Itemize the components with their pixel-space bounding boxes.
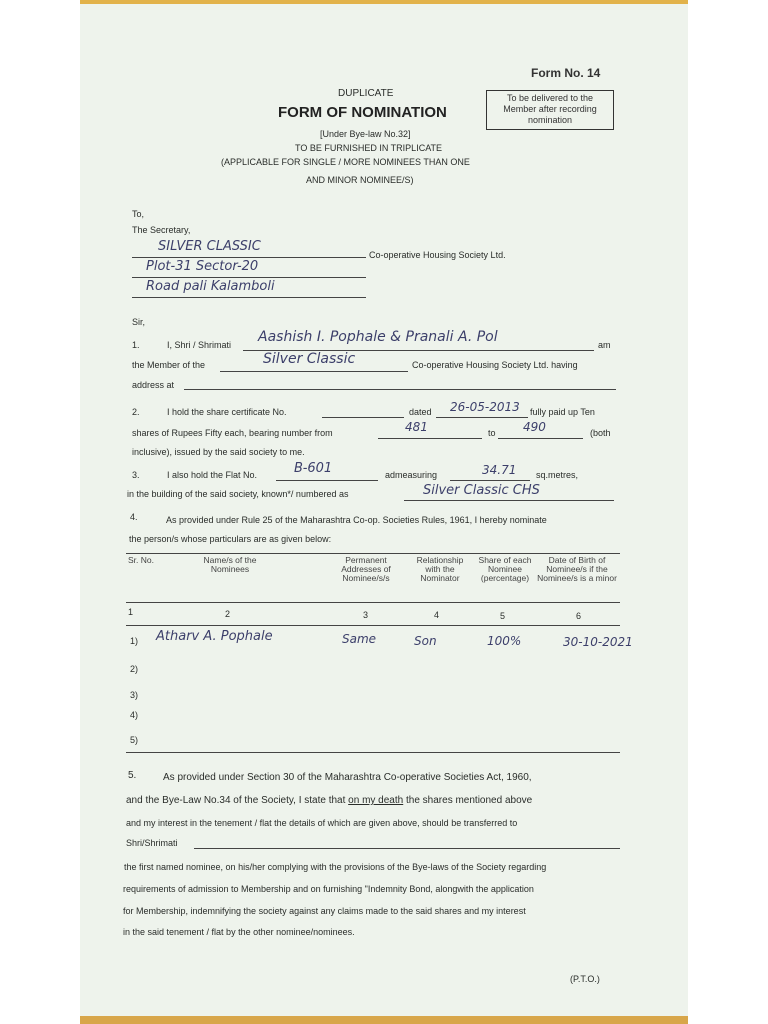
para1-address-at: address at xyxy=(132,380,175,390)
para2-inclusive: inclusive), issued by the said society to me. xyxy=(132,447,305,457)
para1-prefix: I, Shri / Shrimati xyxy=(167,340,232,350)
form-title: FORM OF NOMINATION xyxy=(278,104,447,121)
th-dob: Date of Birth of Nominee/s if the Nominee/s is a minor xyxy=(537,555,617,583)
row-sr: 1) xyxy=(130,636,139,646)
para1-am: am xyxy=(598,340,611,350)
on-my-death: on my death xyxy=(348,795,404,806)
minor-note: AND MINOR NOMINEE/S) xyxy=(306,175,414,185)
hw-nominee-name: Atharv A. Pophale xyxy=(156,629,273,644)
col-num-4: 4 xyxy=(434,610,440,620)
para1-number: 1. xyxy=(132,340,140,350)
para1-member-of: the Member of the xyxy=(132,360,206,370)
para5-line6: requirements of admission to Membership and on furnishing "Indemnity Bond, alongwith the application xyxy=(123,884,534,894)
hw-nominee-address: Same xyxy=(342,632,377,646)
hw-building-name: Silver Classic CHS xyxy=(423,483,540,498)
row-sr: 2) xyxy=(130,664,139,674)
hw-nominee-dob: 30-10-2021 xyxy=(563,635,633,649)
duplicate-label: DUPLICATE xyxy=(338,88,394,99)
para3-number: 3. xyxy=(132,470,140,480)
para4-text2: the person/s whose particulars are as given below: xyxy=(129,534,332,544)
hw-share-to: 490 xyxy=(523,420,546,434)
para5-line8: in the said tenement / flat by the other nominee/nominees. xyxy=(123,927,355,937)
bottom-edge xyxy=(80,1016,688,1024)
hw-share-from: 481 xyxy=(405,420,428,434)
hw-plot: Plot-31 Sector-20 xyxy=(146,259,259,274)
para2-dated: dated xyxy=(409,407,432,417)
para5-line4: Shri/Shrimati xyxy=(126,838,178,848)
row-sr: 3) xyxy=(130,690,139,700)
hw-share-date: 26-05-2013 xyxy=(450,400,520,414)
delivery-note-box xyxy=(486,90,614,130)
para3-admeasuring: admeasuring xyxy=(385,470,438,480)
para2-to: to xyxy=(488,428,496,438)
row-sr: 5) xyxy=(130,735,139,745)
right-background xyxy=(688,0,768,1024)
th-share: Share of each Nominee (percentage) xyxy=(478,555,532,583)
para2-fully-paid: fully paid up Ten xyxy=(530,407,595,417)
hw-society-name: SILVER CLASSIC xyxy=(158,239,261,254)
para5-line1: As provided under Section 30 of the Maharashtra Co-operative Societies Act, 1960, xyxy=(163,772,532,783)
col-num-6: 6 xyxy=(576,611,582,621)
hw-flat-number: B-601 xyxy=(294,461,333,476)
para5-line5: the first named nominee, on his/her complying with the provisions of the Bye-laws of the Society regarding xyxy=(124,862,547,872)
para4-text1: As provided under Rule 25 of the Maharashtra Co-op. Societies Rules, 1961, I hereby nominate xyxy=(166,515,547,525)
to-label: To, xyxy=(132,209,145,219)
secretary-label: The Secretary, xyxy=(132,225,191,235)
form-number: Form No. 14 xyxy=(531,66,601,80)
col-num-3: 3 xyxy=(363,610,369,620)
para3-sqm: sq.metres, xyxy=(536,470,579,480)
hw-nominee-relationship: Son xyxy=(414,634,437,648)
society-suffix: Co-operative Housing Society Ltd. xyxy=(369,250,506,260)
th-sr-no: Sr. No. xyxy=(128,555,154,565)
hw-member-society: Silver Classic xyxy=(263,351,356,367)
nomination-form-page xyxy=(80,4,688,1018)
para5-line7: for Membership, indemnifying the society against any claims made to the said shares and my interest xyxy=(123,906,526,916)
para2-shares: shares of Rupees Fifty each, bearing number from xyxy=(132,428,333,438)
para5-line2: and the Bye-Law No.34 of the Society, I state that on my death the shares mentioned above xyxy=(126,795,533,806)
th-relationship: Relationship with the Nominator xyxy=(416,555,464,583)
para1-having: Co-operative Housing Society Ltd. having xyxy=(412,360,578,370)
para2-both: (both xyxy=(590,428,611,438)
row-sr: 4) xyxy=(130,710,139,720)
left-background xyxy=(0,0,80,1024)
bye-law-ref: [Under Bye-law No.32] xyxy=(320,129,411,139)
para3-flat: I also hold the Flat No. xyxy=(167,470,258,480)
hw-nominee-share: 100% xyxy=(487,634,522,648)
col-num-5: 5 xyxy=(500,611,506,621)
para2-number: 2. xyxy=(132,407,140,417)
para2-hold: I hold the share certificate No. xyxy=(167,407,287,417)
para3-building: in the building of the said society, known*/ numbered as xyxy=(127,489,349,499)
para5-line3: and my interest in the tenement / flat the details of which are given above, should be transferred to xyxy=(126,818,518,828)
th-names: Name/s of the Nominees xyxy=(203,555,257,574)
para5-number: 5. xyxy=(128,770,137,781)
delivery-note-text: To be delivered to the Member after recording nomination xyxy=(503,93,597,125)
col-num-1: 1 xyxy=(128,607,134,617)
th-addresses: Permanent Addresses of Nominee/s/s xyxy=(341,555,391,583)
para4-number: 4. xyxy=(130,512,138,522)
col-num-2: 2 xyxy=(225,609,231,619)
applicable-note: (APPLICABLE FOR SINGLE / MORE NOMINEES THAN ONE xyxy=(221,157,470,167)
pto-label: (P.T.O.) xyxy=(570,974,600,984)
hw-flat-area: 34.71 xyxy=(482,463,517,477)
hw-member-names: Aashish I. Pophale & Pranali A. Pol xyxy=(258,329,498,345)
hw-road: Road pali Kalamboli xyxy=(146,279,275,294)
salutation: Sir, xyxy=(132,317,146,327)
triplicate-note: TO BE FURNISHED IN TRIPLICATE xyxy=(295,143,443,153)
